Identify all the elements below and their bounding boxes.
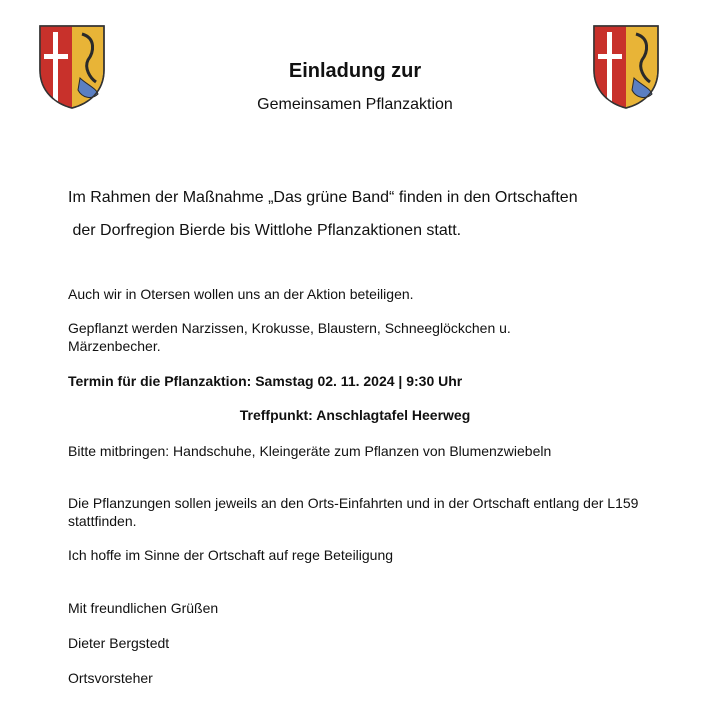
- locations-text: Die Pflanzungen sollen jeweils an den Orts-Einfahrten und in der Ortschaft entlang der L159 stattfinden.: [68, 495, 639, 529]
- intro-line-2: der Dorfregion Bierde bis Wittlohe Pflanzaktionen statt.: [68, 222, 462, 239]
- bring-text: Bitte mitbringen: Handschuhe, Kleingeräte zum Pflanzen von Blumenzwiebeln: [68, 443, 552, 459]
- hope-text: Ich hoffe im Sinne der Ortschaft auf rege Beteiligung: [68, 547, 394, 563]
- page-title: Einladung zur: [288, 60, 422, 82]
- signer-role: Ortsvorsteher: [68, 670, 153, 686]
- signer-name: Dieter Bergstedt: [68, 635, 170, 651]
- date-text: Termin für die Pflanzaktion: Samstag 02. 11. 2024 | 9:30 Uhr: [68, 373, 463, 389]
- plants-text: Gepflanzt werden Narzissen, Krokusse, Blaustern, Schneeglöckchen u. Märzenbecher.: [68, 320, 511, 354]
- meeting-point-text: Treffpunkt: Anschlagtafel Heerweg: [239, 407, 471, 423]
- page-subtitle: Gemeinsamen Pflanzaktion: [257, 96, 453, 113]
- greeting-text: Mit freundlichen Grüßen: [68, 600, 219, 616]
- participation-text: Auch wir in Otersen wollen uns an der Aktion beteiligen.: [68, 286, 414, 302]
- intro-line-1: Im Rahmen der Maßnahme „Das grüne Band“ finden in den Ortschaften: [68, 189, 578, 206]
